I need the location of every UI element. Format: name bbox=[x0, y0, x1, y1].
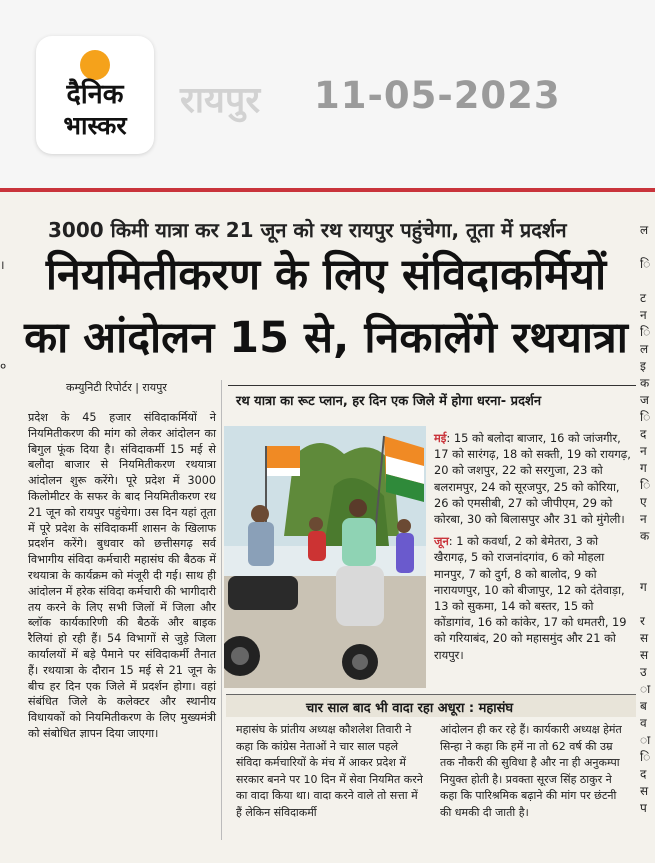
may-text: : 15 को बलोदा बाजार, 16 को जांजगीर, 17 को सारंगढ़, 18 को सक्ती, 19 को रायगढ़, 20 को जशपुर, 22 को सरगुजा, 23 को बलरामपुर, 24 को सूरजपुर, 25 को कोरिया, 26 को एमसीबी, 27 को जीपीएम, 29 को कोरबा, 30 को बिलासपुर और 31 को मुंगेली। bbox=[434, 431, 631, 527]
promise-column-2: आंदोलन ही कर रहे हैं। कार्यकारी अध्यक्ष हेमंत सिन्हा ने कहा कि हमें ना तो 62 वर्ष की उम्र तक नौकरी की सुविधा है और ना ही अनुकम्पा नियुक्त होती है। प्रवक्ता सूरज सिंह ठाकुर ने कहा कि पारिश्रमिक बढ़ाने की मांग पर छंटनी की धमकी दी जाती है। bbox=[440, 723, 622, 819]
june-schedule bbox=[434, 533, 634, 663]
header bbox=[0, 0, 655, 190]
route-plan-heading: रथ यात्रा का रूट प्लान, हर दिन एक जिले में होगा धरना- प्रदर्शन bbox=[236, 394, 542, 409]
may-schedule bbox=[434, 430, 634, 527]
promise-heading: चार साल बाद भी वादा रहा अधूरा : महासंघ bbox=[306, 701, 514, 716]
route-plan-heading-bar bbox=[228, 385, 636, 410]
route-schedule bbox=[434, 430, 634, 669]
byline: कम्युनिटी रिपोर्टर | रायपुर bbox=[66, 381, 167, 394]
rally-photo bbox=[224, 426, 426, 688]
article-body-text: प्रदेश के 45 हजार संविदाकर्मियों ने नियमितीकरण की मांग को लेकर आंदोलन का बिगुल फूंक दिया है। संविदाकर्मी 15 मई से बलौदा बाजार से नियमितीकरण रथयात्रा आंदोलन शुरू करेंगे। पूरे प्रदेश में 3000 किलोमीटर के सफर के बाद नियमितीकरण रथ 21 जून को रायपुर पहुंचेगा। उस दिन यहां तूता में पूरे प्रदेश के संविदाकर्मी शासन के खिलाफ प्रदर्शन करेंगे। बुधवार को छत्तीसगढ़ सर्व विभागीय संविदा कर्मचारी महासंघ की बैठक में रथयात्रा के कार्यक्रम को मंजूरी दी गई। साथ ही आंदोलन में हरेक संविदा कर्मचारी की भागीदारी तय करने के लिए सभी जिलों में जिला और ब्लॉक कार्यकारिणी की बैठकें और बाइक रैलियां हो रही हैं। 54 विभागों से जुड़े जिला कार्यालयों में बड़े पैमाने पर संविदाकर्मी तैनात हैं। रथयात्रा के दौरान 15 मई से 21 जून के बीच हर दिन एक जिले में प्रदर्शन होगा। वहां संबंधित जिले के कलेक्टर और स्थानीय विधायकों को नियमितीकरण के लिए मुख्यमंत्री को संबोधित ज्ञापन दिया जाएगा। bbox=[28, 411, 216, 740]
logo-line2: भास्कर bbox=[63, 111, 127, 140]
headline-line1: नियमितीकरण के लिए संविदाकर्मियों bbox=[45, 250, 607, 300]
sun-icon bbox=[80, 50, 110, 80]
article-kicker: 3000 किमी यात्रा कर 21 जून को रथ रायपुर पहुंचेगा, तूता में प्रदर्शन bbox=[48, 218, 567, 242]
may-label: मई bbox=[434, 431, 447, 445]
dainik-bhaskar-logo bbox=[36, 36, 154, 154]
article-body bbox=[28, 410, 216, 742]
june-text: : 1 को कवर्धा, 2 को बेमेतरा, 3 को खैरागढ़, 5 को राजनांदगांव, 6 को मोहला मानपुर, 7 को दुर्ग, 8 को बालोद, 9 को नारायणपुर, 10 को बीजापुर, 12 को दंतेवाड़ा, 13 को सुकमा, 14 को बस्तर, 15 को कोंडागांव, 16 को कांकेर, 17 को धमतरी, 19 को गरियाबंद, 20 को महासमुंद और 21 को रायपुर। bbox=[434, 534, 627, 662]
june-label: जून bbox=[434, 534, 449, 549]
promise-heading-bar bbox=[226, 694, 636, 717]
edition-city: रायपुर bbox=[180, 80, 261, 121]
adjacent-article-fragment: ल ि ट न ि ल इ क ज ि द न ग ि ए न क ग र स स उ ा ब व ा ि द स प bbox=[640, 223, 651, 815]
logo-line1: दैनिक bbox=[66, 79, 124, 110]
promise-column-1: महासंघ के प्रांतीय अध्यक्ष कौशलेश तिवारी ने कहा कि कांग्रेस नेताओं ने चार साल पहले संविदा कर्मचारियों के मंच में आकर प्रदेश में सरकार बनने पर 10 दिन में सेवा नियमित करने का वादा किया था। वादा करने वाले तो सत्ता में हैं लेकिन संविदाकर्मी bbox=[236, 723, 423, 819]
left-edge-fragment: । ० bbox=[0, 258, 7, 373]
headline-line2: का आंदोलन 15 से, निकालेंगे रथयात्रा bbox=[24, 313, 628, 363]
edition-date: 11-05-2023 bbox=[314, 74, 561, 117]
column-divider bbox=[221, 380, 222, 840]
